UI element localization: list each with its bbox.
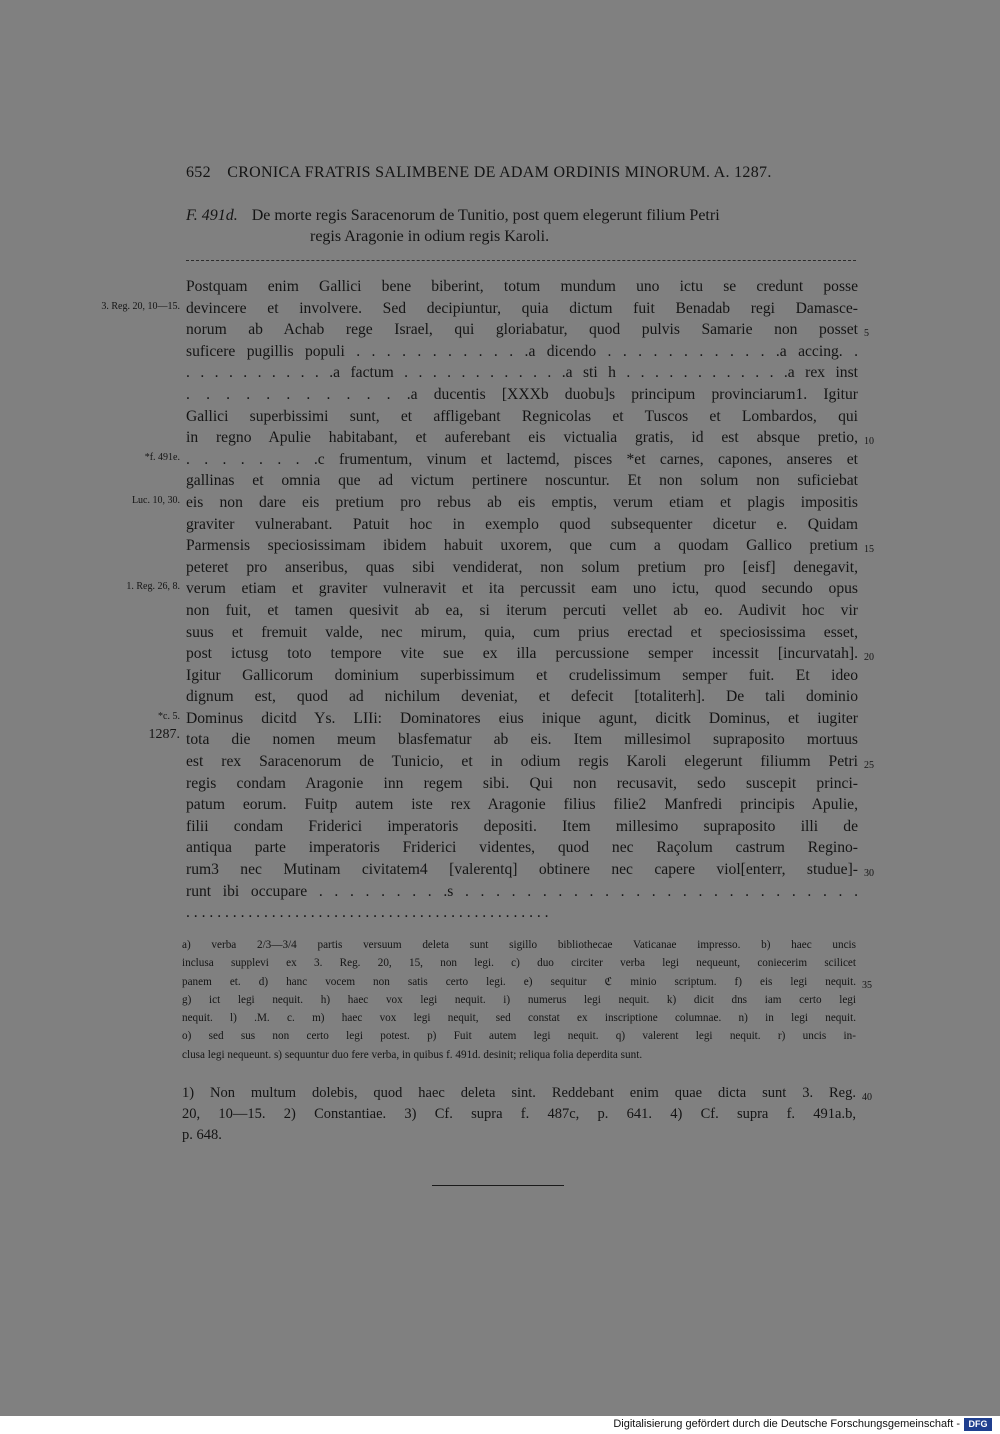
- text-line: [186, 643, 874, 665]
- text-line: [186, 427, 874, 449]
- line-number: 15: [864, 544, 874, 556]
- text-line-text: Parmensis speciosissimam ibidem habuit uxorem, que cum a quodam Gallico pretium: [186, 537, 858, 555]
- text-line-text: graviter vulnerabant. Patuit hoc in exemplo quod subsequenter dicetur e. Quidam: [186, 515, 858, 533]
- text-line: [144, 449, 858, 471]
- text-line: [186, 535, 874, 557]
- line-number: 30: [864, 868, 874, 880]
- footnote-line: [182, 1125, 856, 1146]
- note-line-text: clusa legi nequeunt. s) sequuntur duo fere verba, in quibus f. 491d. desinit; reliqua folia deperdita sunt.: [182, 1048, 643, 1061]
- text-line: [186, 686, 858, 708]
- text-line: [186, 362, 858, 384]
- footnotes: [182, 1083, 872, 1146]
- line-number: 35: [862, 979, 872, 991]
- text-line: [148, 727, 858, 751]
- running-title: CRONICA FRATRIS SALIMBENE DE ADAM ORDINIS MINORUM. A. 1287.: [227, 164, 772, 181]
- text-line-text: patum eorum. Fuitp autem iste rex Aragonie filius filie2 Manfredi principis Apulie,: [186, 796, 858, 814]
- line-number: 20: [864, 652, 874, 664]
- footnote-line-text: 1) Non multum dolebis, quod haec deleta sint. Reddebant enim quae dicta sunt 3. Reg.: [182, 1085, 856, 1101]
- text-line-text: regis condam Aragonie inn regem sibi. Qui non recusavit, sedo suscepit princi-: [186, 774, 858, 792]
- text-line: [158, 708, 858, 730]
- note-line: [182, 954, 856, 972]
- text-line: [131, 492, 858, 514]
- dfg-logo: DFG: [964, 1418, 992, 1431]
- text-line-text: Postquam enim Gallici bene biberint, totum mundum uno ictu se credunt posse: [186, 278, 858, 295]
- text-line: [186, 600, 858, 622]
- text-line-text: tota die nomen meum blasfematur ab eis. Item millesimol supraposito mortuus: [186, 731, 858, 749]
- margin-reference: 1. Reg. 26, 8.: [126, 581, 180, 593]
- heading-divider: [186, 260, 856, 261]
- text-line-text: norum ab Achab rege Israel, qui gloriabatur, quod pulvis Samarie non posset: [186, 321, 858, 339]
- text-line: [186, 859, 874, 881]
- text-line-text: verum etiam et graviter vulneravit et ita percussit eam uno ictu, quod secundo opus: [186, 580, 858, 598]
- footnote-line: [182, 1083, 872, 1104]
- text-line-text: post ictusg toto tempore vite sue ex illa percussione semper incessit [incurvatah].: [186, 645, 858, 663]
- text-line-text: in regno Apulie habitabant, et auferebant eis victualia gratis, id est absque pretio,: [186, 429, 858, 447]
- note-line-text: a) verba 2/3—3/4 partis versuum deleta sunt sigillo bibliothecae Vaticanae impresso. b) haec uncis: [182, 939, 856, 951]
- footer-bar: [0, 1416, 1000, 1434]
- text-line-text: rum3 nec Mutinam civitatem4 [valerentq] obtinere nec capere viol[enterr, studue]-: [186, 861, 858, 879]
- margin-reference: Luc. 10, 30.: [131, 494, 180, 506]
- heading-line-1: De morte regis Saracenorum de Tunitio, post quem elegerunt filium Petri: [251, 207, 720, 224]
- text-line: [186, 837, 858, 859]
- text-line: [186, 881, 858, 903]
- line-number: 5: [864, 328, 869, 340]
- text-line-text: non fuit, et tamen quesivit ab ea, si iterum percuti vellet ab eo. Audivit hoc vir: [186, 601, 858, 619]
- note-line: [182, 1027, 856, 1045]
- text-line: [186, 794, 858, 816]
- text-line-text: Gallici superbissimi sunt, et affligebant Regnicolas et Tuscos et Lombardos, qui: [186, 407, 858, 425]
- text-line-text: . . . . . . . .c frumentum, vinum et lactemd, pisces *et carnes, capones, anseres et: [186, 450, 858, 468]
- note-line-text: o) sed sus non certo legi potest. p) Fuit autem legi nequit. q) valerent legi nequit. r) uncis in-: [182, 1030, 856, 1043]
- footnote-line: [182, 1104, 856, 1125]
- margin-reference: *f. 491e.: [144, 451, 180, 463]
- end-rule: [432, 1185, 564, 1186]
- chapter-heading: [186, 205, 858, 247]
- margin-reference: *c. 5.: [158, 710, 180, 722]
- text-line: [186, 665, 858, 687]
- text-line: [186, 622, 858, 644]
- text-line: [186, 276, 858, 298]
- folio-reference: F. 491d.: [186, 207, 238, 224]
- text-line-text: peteret pro anseribus, quas sibi vendiderat, non solum pretium pro [eisf] denegavit,: [186, 558, 858, 576]
- text-line: [186, 816, 858, 838]
- text-line: [186, 773, 858, 795]
- text-line-text: eis non dare eis pretium pro rebus ab eis emptis, verum etiam et plagis impositis: [186, 493, 858, 511]
- page-number: 652: [186, 164, 211, 181]
- footnote-line-text: p. 648.: [182, 1127, 222, 1143]
- note-line-text: panem et. d) hanc vocem non satis certo legi. e) sequitur ℭ minio scriptum. f) eis legi nequit.: [182, 975, 856, 988]
- line-number: 10: [864, 436, 874, 448]
- text-line-text: . . . . . . . . . . .a factum . . . . . . . . . . . .a sti h . . . . . . . . . . . .a rex inst: [186, 364, 858, 382]
- text-line: [186, 514, 858, 536]
- note-line-text: g) ict legi nequit. h) haec vox legi nequit. i) numerus legi nequit. k) dicit dns iam certo legi: [182, 993, 856, 1006]
- text-line-text: suus et fremuit valde, nec mirum, quia, cum prius erectad et speciosissima esset,: [186, 623, 858, 641]
- text-line-text: . . . . . . . . . . . .a ducentis [XXXb duobu]s principum provinciarum1. Igitur: [186, 385, 858, 403]
- text-line: [186, 319, 869, 341]
- funding-credit: Digitalisierung gefördert durch die Deutsche Forschungsgemeinschaft -: [613, 1418, 960, 1430]
- text-line: [186, 902, 858, 924]
- text-line-text: . . . . . . . . . . . . . . . . . . . . . . . . . . . . . . . . . . . . . . . . . . . . . . .: [186, 904, 549, 922]
- note-line-text: inclusa supplevi ex 3. Reg. 20, 15, non legi. c) duo circiter verba legi nequeunt, coniecerim scilicet: [182, 957, 856, 970]
- note-line: [182, 991, 856, 1009]
- text-line-text: runt ibi occupare . . . . . . . . .s . . . . . . . . . . . . . . . . . . . . . . . . . .: [186, 882, 858, 900]
- margin-reference: 3. Reg. 20, 10—15.: [101, 300, 180, 312]
- text-line: [186, 470, 858, 492]
- text-line: [186, 557, 858, 579]
- text-line-text: filii condam Friderici imperatoris depositi. Item millesimo supraposito illi de: [186, 817, 858, 835]
- note-line-text: nequit. l) .M. c. m) haec vox legi nequit, sed constat ex inscriptione columnae. n) in legi nequit.: [182, 1012, 856, 1025]
- note-line: [182, 936, 856, 954]
- text-line-text: dignum est, quod ad nichilum deveniat, et defecit [totaliterh]. De tali dominio: [186, 688, 858, 706]
- critical-apparatus: [182, 936, 872, 1064]
- text-line-text: devincere et involvere. Sed decipiuntur, quia dictum fuit Benadab regi Damasce-: [186, 299, 858, 317]
- text-line: [186, 751, 874, 773]
- heading-line-2: regis Aragonie in odium regis Karoli.: [310, 228, 550, 245]
- text-line: [186, 384, 858, 406]
- text-line-text: antiqua parte imperatoris Friderici videntes, quod nec Raçolum castrum Regino-: [186, 839, 858, 857]
- text-line-text: est rex Saracenorum de Tunicio, et in odium regis Karoli elegerunt filiumm Petri: [186, 753, 858, 771]
- note-line: [182, 1046, 856, 1064]
- text-line: [186, 406, 858, 428]
- line-number: 40: [862, 1092, 872, 1103]
- text-line-text: suficere pugillis populi . . . . . . . . . . . .a dicendo . . . . . . . . . . . .a accing. .: [186, 342, 858, 360]
- text-line: [101, 298, 858, 320]
- footnote-line-text: 20, 10—15. 2) Constantiae. 3) Cf. supra f. 487c, p. 641. 4) Cf. supra f. 491a.b,: [182, 1106, 856, 1122]
- note-line: [182, 973, 872, 991]
- running-header: [186, 164, 858, 186]
- text-line-text: Igitur Gallicorum dominium superbissimum et crudelissimum semper fuit. Et ideo: [186, 666, 858, 684]
- line-number: 25: [864, 760, 874, 772]
- text-line-text: Dominus dicitd Ys. LIIi: Dominatores eius inique agunt, dicitk Dominus, et iugiter: [186, 709, 858, 727]
- margin-reference: 1287.: [148, 727, 180, 743]
- text-line: [186, 341, 858, 363]
- main-text: [101, 276, 874, 924]
- text-line: [126, 578, 858, 600]
- note-line: [182, 1009, 856, 1027]
- text-line-text: gallinas et omnia que ad victum pertinere noscuntur. Et non solum non suficiebat: [186, 472, 858, 490]
